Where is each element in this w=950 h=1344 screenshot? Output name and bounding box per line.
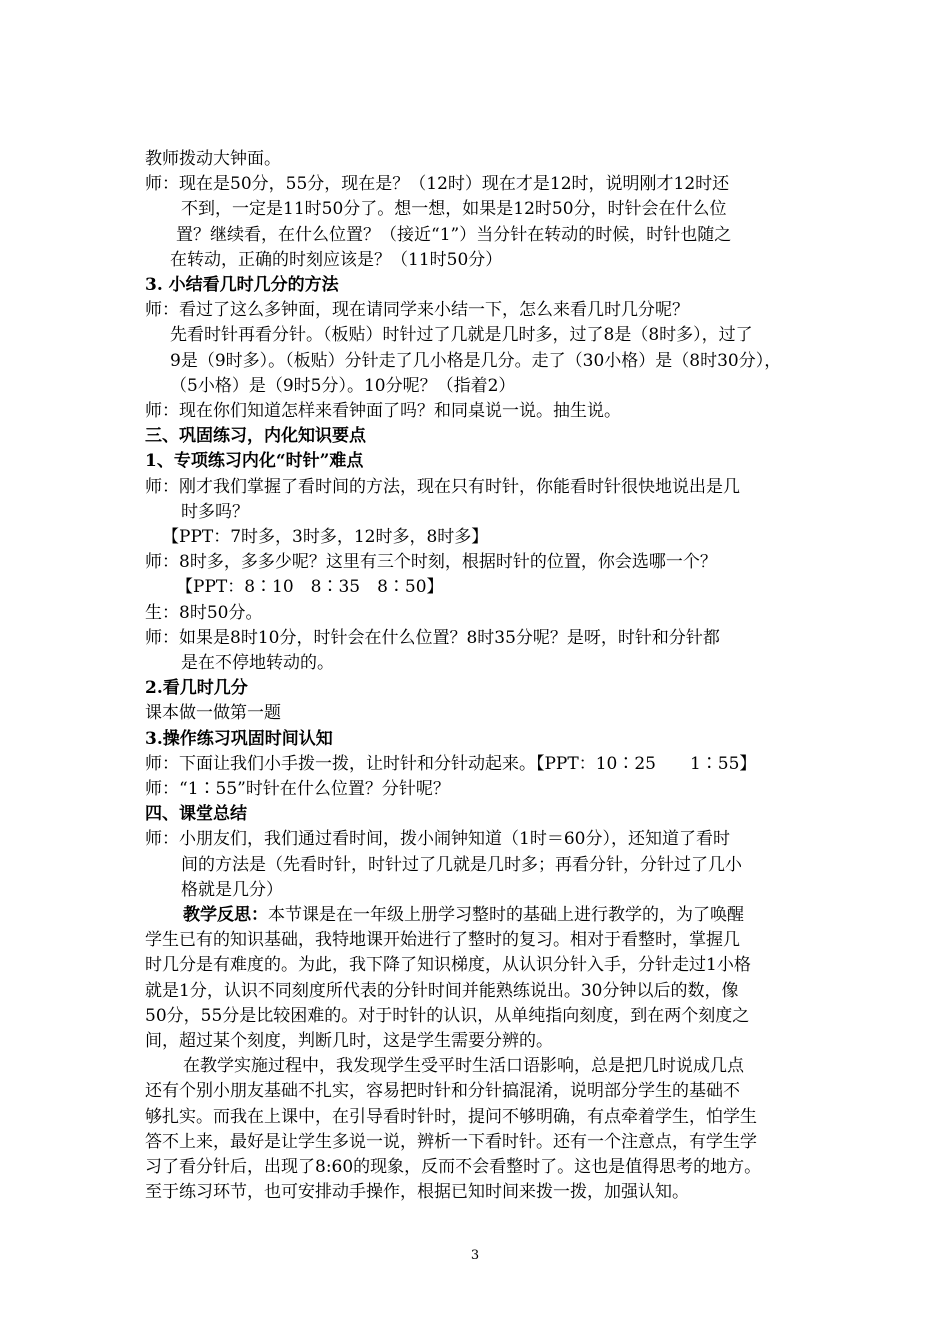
line-text: 师：小朋友们，我们通过看时间，拨小闹钟知道（1时＝60分），还知道了看时 [145, 829, 730, 850]
text-line [145, 398, 621, 424]
text-line [145, 1003, 749, 1029]
line-text: 间的方法是（先看时针，时针过了几就是几时多；再看分针，分针过了几小 [181, 854, 742, 875]
text-line [145, 448, 363, 474]
text-line [145, 726, 333, 752]
line-text: 师：下面让我们小手拨一拨，让时针和分针动起来。【PPT：10∶25 1∶55】 [145, 753, 757, 774]
line-text: 师：现在是50分，55分，现在是？（12时）现在才是12时，说明刚才12时还 [145, 174, 730, 195]
line-text: 先看时针再看分针。（板贴）时针过了几就是几时多，过了8是（8时多），过了 [170, 325, 753, 346]
line-text: 学生已有的知识基础，我特地课开始进行了整时的复习。相对于看整时，掌握几 [145, 930, 740, 951]
text-line [145, 549, 717, 575]
line-text: 习了看分针后，出现了8:60的现象，反而不会看整时了。这也是值得思考的地方。 [145, 1157, 762, 1177]
line-text: 师：如果是8时10分，时针会在什么位置？8时35分呢？是呀，时针和分针都 [145, 627, 720, 648]
text-line [162, 524, 488, 550]
line-text: 9是（9时多）。（板贴）分针走了几小格是几分。走了（30小格）是（8时30分）， [170, 350, 782, 371]
line-text: 师：刚才我们掌握了看时间的方法，现在只有时针，你能看时针很快地说出是几 [145, 476, 740, 497]
line-text: 教师拨动大钟面。 [145, 149, 281, 169]
text-line [145, 1078, 740, 1104]
line-text: 【PPT：7时多，3时多，12时多，8时多】 [162, 527, 489, 547]
line-text: （5小格）是（9时5分）。10分呢？（指着2） [170, 375, 516, 396]
line-text: 师：现在你们知道怎样来看钟面了吗？和同桌说一说。抽生说。 [145, 401, 621, 421]
line-text: 时几分是有难度的。为此，我下降了知识梯度，从认识分针入手，分针走过1小格 [145, 955, 751, 976]
text-line [145, 171, 729, 197]
text-line [145, 600, 262, 626]
line-text: 置？继续看，在什么位置？（接近“1”）当分针在转动的时候，时针也随之 [176, 224, 732, 245]
text-line [183, 902, 744, 928]
line-text: 还有个别小朋友基础不扎实，容易把时针和分针搞混淆，说明部分学生的基础不 [145, 1081, 740, 1102]
text-line [181, 852, 742, 878]
line-text: 时多吗？ [181, 501, 249, 522]
line-text: 格就是几分） [181, 879, 283, 900]
text-line [145, 272, 339, 298]
text-line [145, 1129, 757, 1155]
line-text: 间，超过某个刻度，判断几时，这是学生需要分辨的。 [145, 1031, 553, 1051]
text-line [145, 978, 738, 1004]
text-line [145, 297, 689, 323]
text-line [145, 700, 281, 726]
text-line [145, 146, 281, 172]
text-line [145, 952, 751, 978]
line-text: 是在不停地转动的。 [181, 653, 334, 673]
text-line [170, 373, 515, 399]
line-text: 【PPT：8∶10 8∶35 8∶50】 [176, 577, 444, 598]
text-line [145, 826, 730, 852]
line-text: 50分，55分是比较困难的。对于时针的认识，从单纯指向刻度，到在两个刻度之 [145, 1005, 750, 1026]
text-line [176, 222, 731, 248]
text-line [145, 1028, 553, 1054]
line-text: 在转动，正确的时刻应该是？（11时50分） [170, 249, 503, 270]
text-line [170, 348, 781, 374]
line-text: 师：“1∶55”时针在什么位置？分针呢？ [145, 779, 450, 799]
text-line [145, 1179, 689, 1205]
text-line [145, 776, 450, 802]
line-text: 2.看几时几分 [145, 678, 248, 699]
text-line [145, 625, 720, 651]
text-line [145, 801, 247, 827]
text-line [176, 574, 444, 600]
text-line [170, 322, 753, 348]
text-line [145, 751, 756, 777]
line-text: 本节课是在一年级上册学习整时的基础上进行教学的，为了唤醒 [268, 905, 744, 925]
line-text: 课本做一做第一题 [145, 703, 281, 724]
line-text: 三、巩固练习，内化知识要点 [145, 426, 366, 447]
line-text: 师：看过了这么多钟面，现在请同学来小结一下，怎么来看几时几分呢？ [145, 300, 689, 321]
text-line [181, 196, 727, 222]
text-line [145, 423, 366, 449]
line-text: 在教学实施过程中，我发现学生受平时生活口语影响，总是把几时说成几点 [183, 1056, 744, 1077]
line-text: 师：8时多，多多少呢？这里有三个时刻，根据时针的位置，你会选哪一个？ [145, 552, 717, 573]
text-line [145, 927, 740, 953]
text-line [181, 499, 249, 525]
line-text: 就是1分，认识不同刻度所代表的分针时间并能熟练说出。30分钟以后的数，像 [145, 980, 739, 1001]
line-text: 不到，一定是11时50分了。想一想，如果是12时50分，时针会在什么位 [181, 199, 727, 220]
line-text: 1、专项练习内化“时针”难点 [145, 451, 364, 472]
text-line [183, 1053, 744, 1079]
text-line [145, 675, 248, 701]
text-line [181, 650, 334, 676]
line-text: 至于练习环节，也可安排动手操作，根据已知时间来拨一拨，加强认知。 [145, 1182, 689, 1203]
line-text: 生：8时50分。 [145, 602, 263, 623]
reflection-label: 教学反思： [183, 905, 268, 925]
text-line [170, 247, 502, 273]
line-text: 答不上来，最好是让学生多说一说，辨析一下看时针。还有一个注意点，有学生学 [145, 1131, 757, 1152]
line-text: 四、课堂总结 [145, 804, 247, 825]
text-line [145, 1154, 761, 1180]
text-line [145, 474, 740, 500]
line-text: 够扎实。而我在上课中，在引导看时针时，提问不够明确，有点牵着学生，怕学生 [145, 1106, 757, 1127]
page-number: 3 [470, 1248, 480, 1263]
text-line [145, 1104, 757, 1130]
line-text: 3.操作练习巩固时间认知 [145, 728, 333, 749]
text-line [181, 877, 283, 903]
line-text: 3. 小结看几时几分的方法 [145, 275, 339, 295]
